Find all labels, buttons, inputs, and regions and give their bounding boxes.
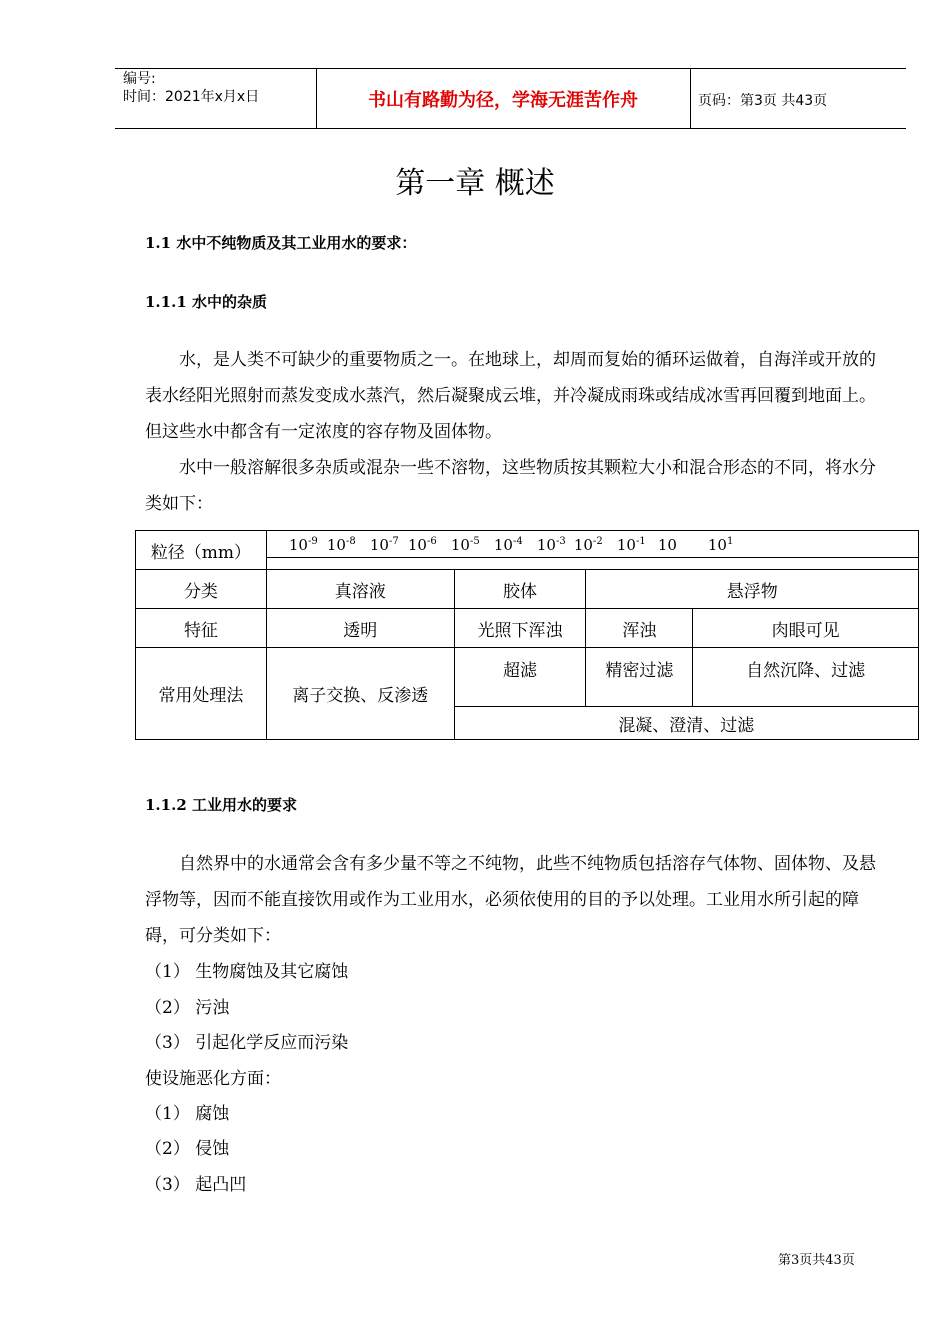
header-number: 编号: — [123, 71, 156, 87]
header-meta — [123, 70, 259, 106]
scale-tick-exponent: -3 — [555, 536, 566, 547]
scale-tick-label: $10^{-6}$ — [407, 536, 437, 554]
scale-tick-label: $10^{-8}$ — [326, 536, 356, 554]
feature-label: 特征 — [136, 609, 267, 648]
scale-tick-label: $10^{-7}$ — [369, 536, 399, 554]
method-natural-settling: 自然沉降、过滤 — [693, 648, 919, 707]
header-top-rule — [115, 68, 906, 69]
scale-tick-label: $10^{-5}$ — [450, 536, 480, 554]
header-motto: 书山有路勤为径，学海无涯苦作舟 — [368, 90, 638, 111]
industrial-water-paragraph — [145, 846, 885, 954]
scale-tick-label: 10 — [657, 536, 677, 554]
list-title: 使设施恶化方面： — [145, 1069, 281, 1089]
particle-size-label: 粒径（mm） — [136, 531, 267, 570]
paragraph: 水中一般溶解很多杂质或混杂一些不溶物，这些物质按其颗粒大小和混合形态的不同，将水分类如下： — [145, 458, 876, 514]
list-item: （2） 侵蚀 — [145, 1139, 230, 1159]
section-heading-1-1-1: 1.1.1 水中的杂质 — [145, 293, 267, 311]
particle-size-scale — [266, 531, 918, 570]
scale-tick-exponent: -7 — [388, 536, 399, 547]
scale-tick-exponent: -9 — [307, 536, 318, 547]
paragraph: 自然界中的水通常会含有多少量不等之不纯物，此些不纯物质包括溶存气体物、固体物、及悬浮物等，因而不能直接饮用或作为工业用水，必须依使用的目的予以处理。工业用水所引起的障碍，可分类如下： — [145, 854, 876, 946]
scale-baseline — [267, 557, 918, 558]
scale-tick-label: $10^{-9}$ — [288, 536, 318, 554]
water-classification-table — [135, 530, 919, 740]
list-item: （3） 引起化学反应而污染 — [145, 1033, 349, 1053]
method-coagulation: 混凝、澄清、过滤 — [454, 707, 918, 740]
section-heading-1-1: 1.1 水中不纯物质及其工业用水的要求： — [145, 234, 417, 252]
method-ion-exchange: 离子交换、反渗透 — [266, 648, 454, 740]
scale-tick-label: $10^1$ — [707, 536, 734, 554]
classification-label: 分类 — [136, 570, 267, 609]
feature-visible: 肉眼可见 — [693, 609, 919, 648]
scale-tick-exponent: -4 — [512, 536, 523, 547]
scale-tick-exponent: -6 — [426, 536, 437, 547]
method-label: 常用处理法 — [136, 648, 267, 740]
section-heading-1-1-2: 1.1.2 工业用水的要求 — [145, 796, 297, 814]
header-page-info: 页码：第3页 共43页 — [698, 93, 828, 109]
page-footer: 第3页共43页 — [778, 1253, 855, 1268]
list-item: （1） 生物腐蚀及其它腐蚀 — [145, 962, 349, 982]
scale-tick-label: $10^{-4}$ — [493, 536, 523, 554]
feature-transparent: 透明 — [266, 609, 454, 648]
method-ultrafiltration: 超滤 — [454, 648, 586, 707]
scale-axis — [267, 531, 918, 569]
scale-tick-exponent: -2 — [592, 536, 603, 547]
paragraph: 水，是人类不可缺少的重要物质之一。在地球上，却周而复始的循环运做着，自海洋或开放的表水经阳光照射而蒸发变成水蒸汽，然后凝聚成云堆，并冷凝成雨珠或结成冰雪再回覆到地面上。但这些水中都含有一定浓度的容存物及固体物。 — [145, 350, 876, 442]
feature-turbid: 浑浊 — [586, 609, 693, 648]
class-colloid: 胶体 — [454, 570, 586, 609]
scale-tick-label: $10^{-2}$ — [573, 536, 603, 554]
scale-tick-exponent: 1 — [726, 536, 734, 547]
intro-paragraphs — [145, 342, 885, 522]
header-bottom-rule — [115, 128, 906, 129]
class-suspension: 悬浮物 — [586, 570, 919, 609]
method-precise-filtration: 精密过滤 — [586, 648, 693, 707]
scale-tick-label: $10^{-1}$ — [616, 536, 646, 554]
feature-light-turbid: 光照下浑浊 — [454, 609, 586, 648]
list-item: （1） 腐蚀 — [145, 1104, 230, 1124]
class-true-solution: 真溶液 — [266, 570, 454, 609]
header-divider-right — [690, 68, 691, 129]
scale-tick-label: $10^{-3}$ — [536, 536, 566, 554]
scale-tick-exponent: -1 — [635, 536, 646, 547]
chapter-title: 第一章 概述 — [395, 166, 555, 201]
scale-tick-exponent: -8 — [345, 536, 356, 547]
list-item: （3） 起凸凹 — [145, 1175, 247, 1195]
header-time: 时间：2021年x月x日 — [123, 89, 260, 105]
list-item: （2） 污浊 — [145, 998, 230, 1018]
scale-tick-exponent: -5 — [469, 536, 480, 547]
